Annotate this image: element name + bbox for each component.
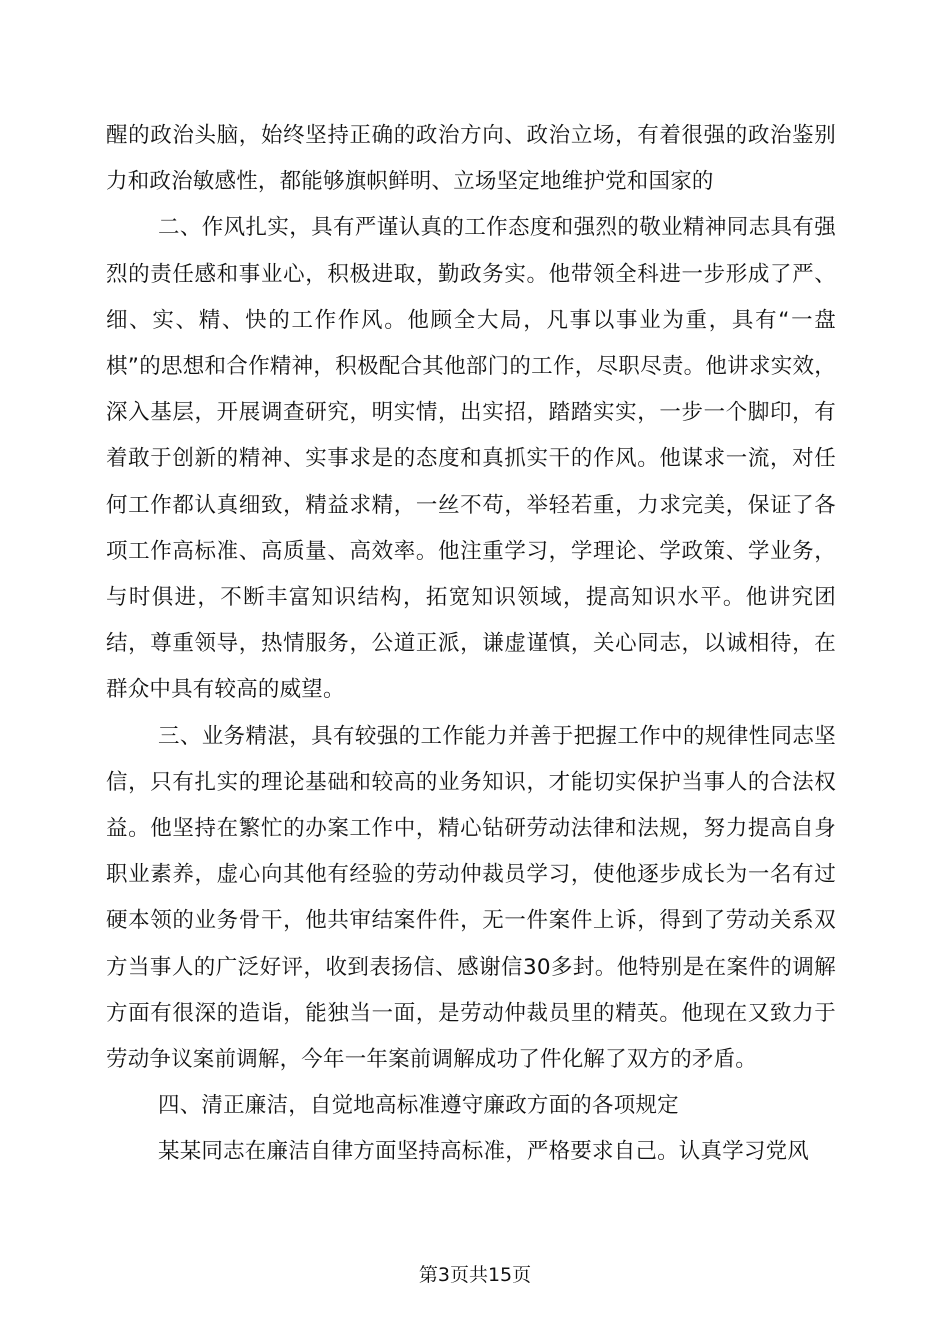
paragraph-section-four-heading: 四、清正廉洁，自觉地高标准遵守廉政方面的各项规定: [158, 1093, 679, 1119]
page-number-footer: 第3页共15页: [418, 1264, 532, 1286]
paragraph-section-two: 二、作风扎实，具有严谨认真的工作态度和强烈的敬业精神同志具有强烈的责任感和事业心，积极进取，勤政务实。他带领全科进一步形成了严、细、实、精、快的工作作风。他顾全大局，凡事以事业为重，具有“一盘棋”的思想和合作精神，积极配合其他部门的工作，尽职尽责。他讲求实效，深入基层，开展调查研究，明实情，出实招，踏踏实实，一步一个脚印，有着敢于创新的精神、实事求是的态度和真抓实干的作风。他谋求一流，对任何工作都认真细致，精益求精，一丝不苟，举轻若重，力求完美，保证了各项工作高标准、高质量、高效率。他注重学习，学理论、学政策、学业务，与时俱进，不断丰富知识结构，拓宽知识领域，提高知识水平。他讲究团结，尊重领导，热情服务，公道正派，谦虚谨慎，关心同志，以诚相待，在群众中具有较高的威望。: [106, 215, 836, 703]
paragraph-section-four-body: 某某同志在廉洁自律方面坚持高标准，严格要求自己。认真学习党风: [158, 1139, 810, 1165]
document-body: [106, 113, 836, 1176]
paragraph-section-three: 三、业务精湛，具有较强的工作能力并善于把握工作中的规律性同志坚信，只有扎实的理论基础和较高的业务知识，才能切实保护当事人的合法权益。他坚持在繁忙的办案工作中，精心钻研劳动法律和法规，努力提高自身职业素养，虚心向其他有经验的劳动仲裁员学习，使他逐步成长为一名有过硬本领的业务骨干，他共审结案件件，无一件案件上诉，得到了劳动关系双方当事人的广泛好评，收到表扬信、感谢信30多封。他特别是在案件的调解方面有很深的造诣，能独当一面，是劳动仲裁员里的精英。他现在又致力于劳动争议案前调解，今年一年案前调解成功了件化解了双方的矛盾。: [106, 723, 836, 1073]
paragraph-continuation: 醒的政治头脑，始终坚持正确的政治方向、政治立场，有着很强的政治鉴别力和政治敏感性，都能够旗帜鲜明、立场坚定地维护党和国家的: [106, 123, 836, 195]
